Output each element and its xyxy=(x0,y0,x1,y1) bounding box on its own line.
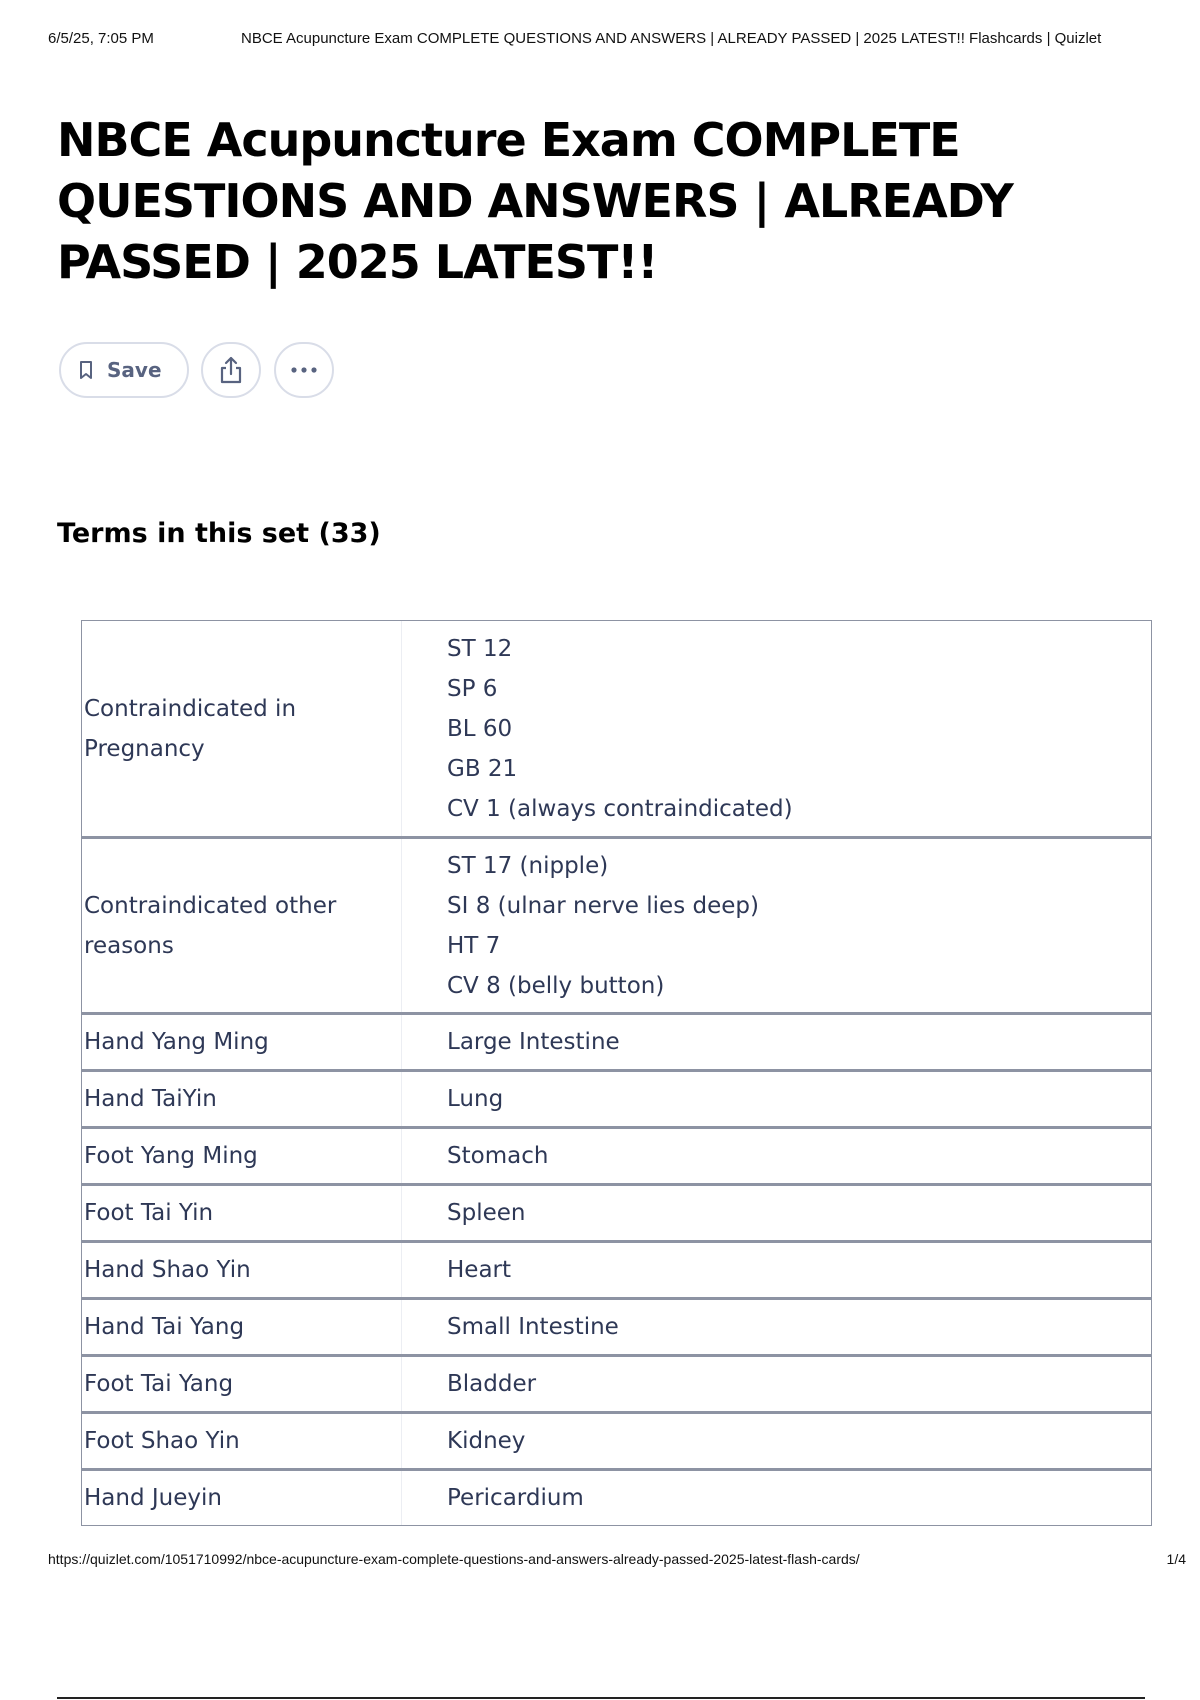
definition-line: CV 8 (belly button) xyxy=(447,972,665,999)
definition-line: SP 6 xyxy=(447,675,498,702)
definition-line: Kidney xyxy=(447,1428,526,1454)
term-row xyxy=(82,1183,1151,1240)
term-row xyxy=(82,1126,1151,1183)
term-row xyxy=(82,621,1151,836)
term-text: Hand Jueyin xyxy=(82,1471,402,1525)
definition-text xyxy=(402,1186,1151,1240)
page-title: NBCE Acupuncture Exam COMPLETE QUESTIONS AND ANSWERS | ALREADY PASSED | 2025 LATEST!! xyxy=(57,113,1013,289)
definition-line: SI 8 (ulnar nerve lies deep) xyxy=(447,892,759,919)
definition-text xyxy=(402,1072,1151,1126)
terms-table xyxy=(81,620,1152,1526)
more-horizontal-icon xyxy=(290,366,318,374)
term-row xyxy=(82,836,1151,1012)
definition-line: Small Intestine xyxy=(447,1314,619,1340)
term-text: Foot Yang Ming xyxy=(82,1129,402,1183)
share-icon xyxy=(218,355,244,385)
definition-line: Bladder xyxy=(447,1371,537,1397)
page-divider xyxy=(57,1697,1145,1699)
definition-text xyxy=(402,1357,1151,1411)
definition-line: ST 17 (nipple) xyxy=(447,852,609,879)
more-options-button[interactable] xyxy=(274,342,334,398)
term-text: Hand Shao Yin xyxy=(82,1243,402,1297)
print-date: 6/5/25, 7:05 PM xyxy=(48,30,154,47)
definition-line: CV 1 (always contraindicated) xyxy=(447,795,793,822)
definition-line: BL 60 xyxy=(447,715,513,742)
term-row xyxy=(82,1297,1151,1354)
definition-line: Heart xyxy=(447,1257,512,1283)
definition-text xyxy=(402,1300,1151,1354)
term-row xyxy=(82,1240,1151,1297)
definition-line: Pericardium xyxy=(447,1485,584,1511)
definition-text xyxy=(402,1015,1151,1069)
term-text: Foot Tai Yin xyxy=(82,1186,402,1240)
term-text: Contraindicated other reasons xyxy=(82,839,402,1012)
terms-section-title: Terms in this set (33) xyxy=(57,518,381,549)
bookmark-icon xyxy=(77,360,95,380)
definition-line: Lung xyxy=(447,1086,504,1112)
definition-line: Stomach xyxy=(447,1143,549,1169)
save-button[interactable] xyxy=(59,342,189,398)
share-button[interactable] xyxy=(201,342,261,398)
definition-line: GB 21 xyxy=(447,755,518,782)
definition-text xyxy=(402,1414,1151,1468)
save-button-label: Save xyxy=(107,358,162,382)
term-text: Contraindicated in Pregnancy xyxy=(82,621,402,836)
definition-line: ST 12 xyxy=(447,635,513,662)
print-page-title: NBCE Acupuncture Exam COMPLETE QUESTIONS AND ANSWERS | ALREADY PASSED | 2025 LATEST!! Flashcards | Quizlet xyxy=(241,30,1102,47)
term-text: Hand TaiYin xyxy=(82,1072,402,1126)
definition-text xyxy=(402,621,1151,836)
print-url: https://quizlet.com/1051710992/nbce-acupuncture-exam-complete-questions-and-answers-already-passed-2025-latest-flash-cards/ xyxy=(48,1551,860,1567)
term-row xyxy=(82,1012,1151,1069)
definition-text xyxy=(402,1243,1151,1297)
term-text: Hand Tai Yang xyxy=(82,1300,402,1354)
term-row xyxy=(82,1411,1151,1468)
term-row xyxy=(82,1354,1151,1411)
definition-line: Spleen xyxy=(447,1200,526,1226)
term-text: Foot Shao Yin xyxy=(82,1414,402,1468)
definition-text xyxy=(402,1129,1151,1183)
definition-text xyxy=(402,1471,1151,1525)
page-number: 1/4 xyxy=(1166,1551,1186,1567)
term-row xyxy=(82,1468,1151,1525)
definition-text xyxy=(402,839,1151,1012)
term-row xyxy=(82,1069,1151,1126)
definition-line: HT 7 xyxy=(447,932,501,959)
term-text: Foot Tai Yang xyxy=(82,1357,402,1411)
definition-line: Large Intestine xyxy=(447,1029,620,1055)
term-text: Hand Yang Ming xyxy=(82,1015,402,1069)
